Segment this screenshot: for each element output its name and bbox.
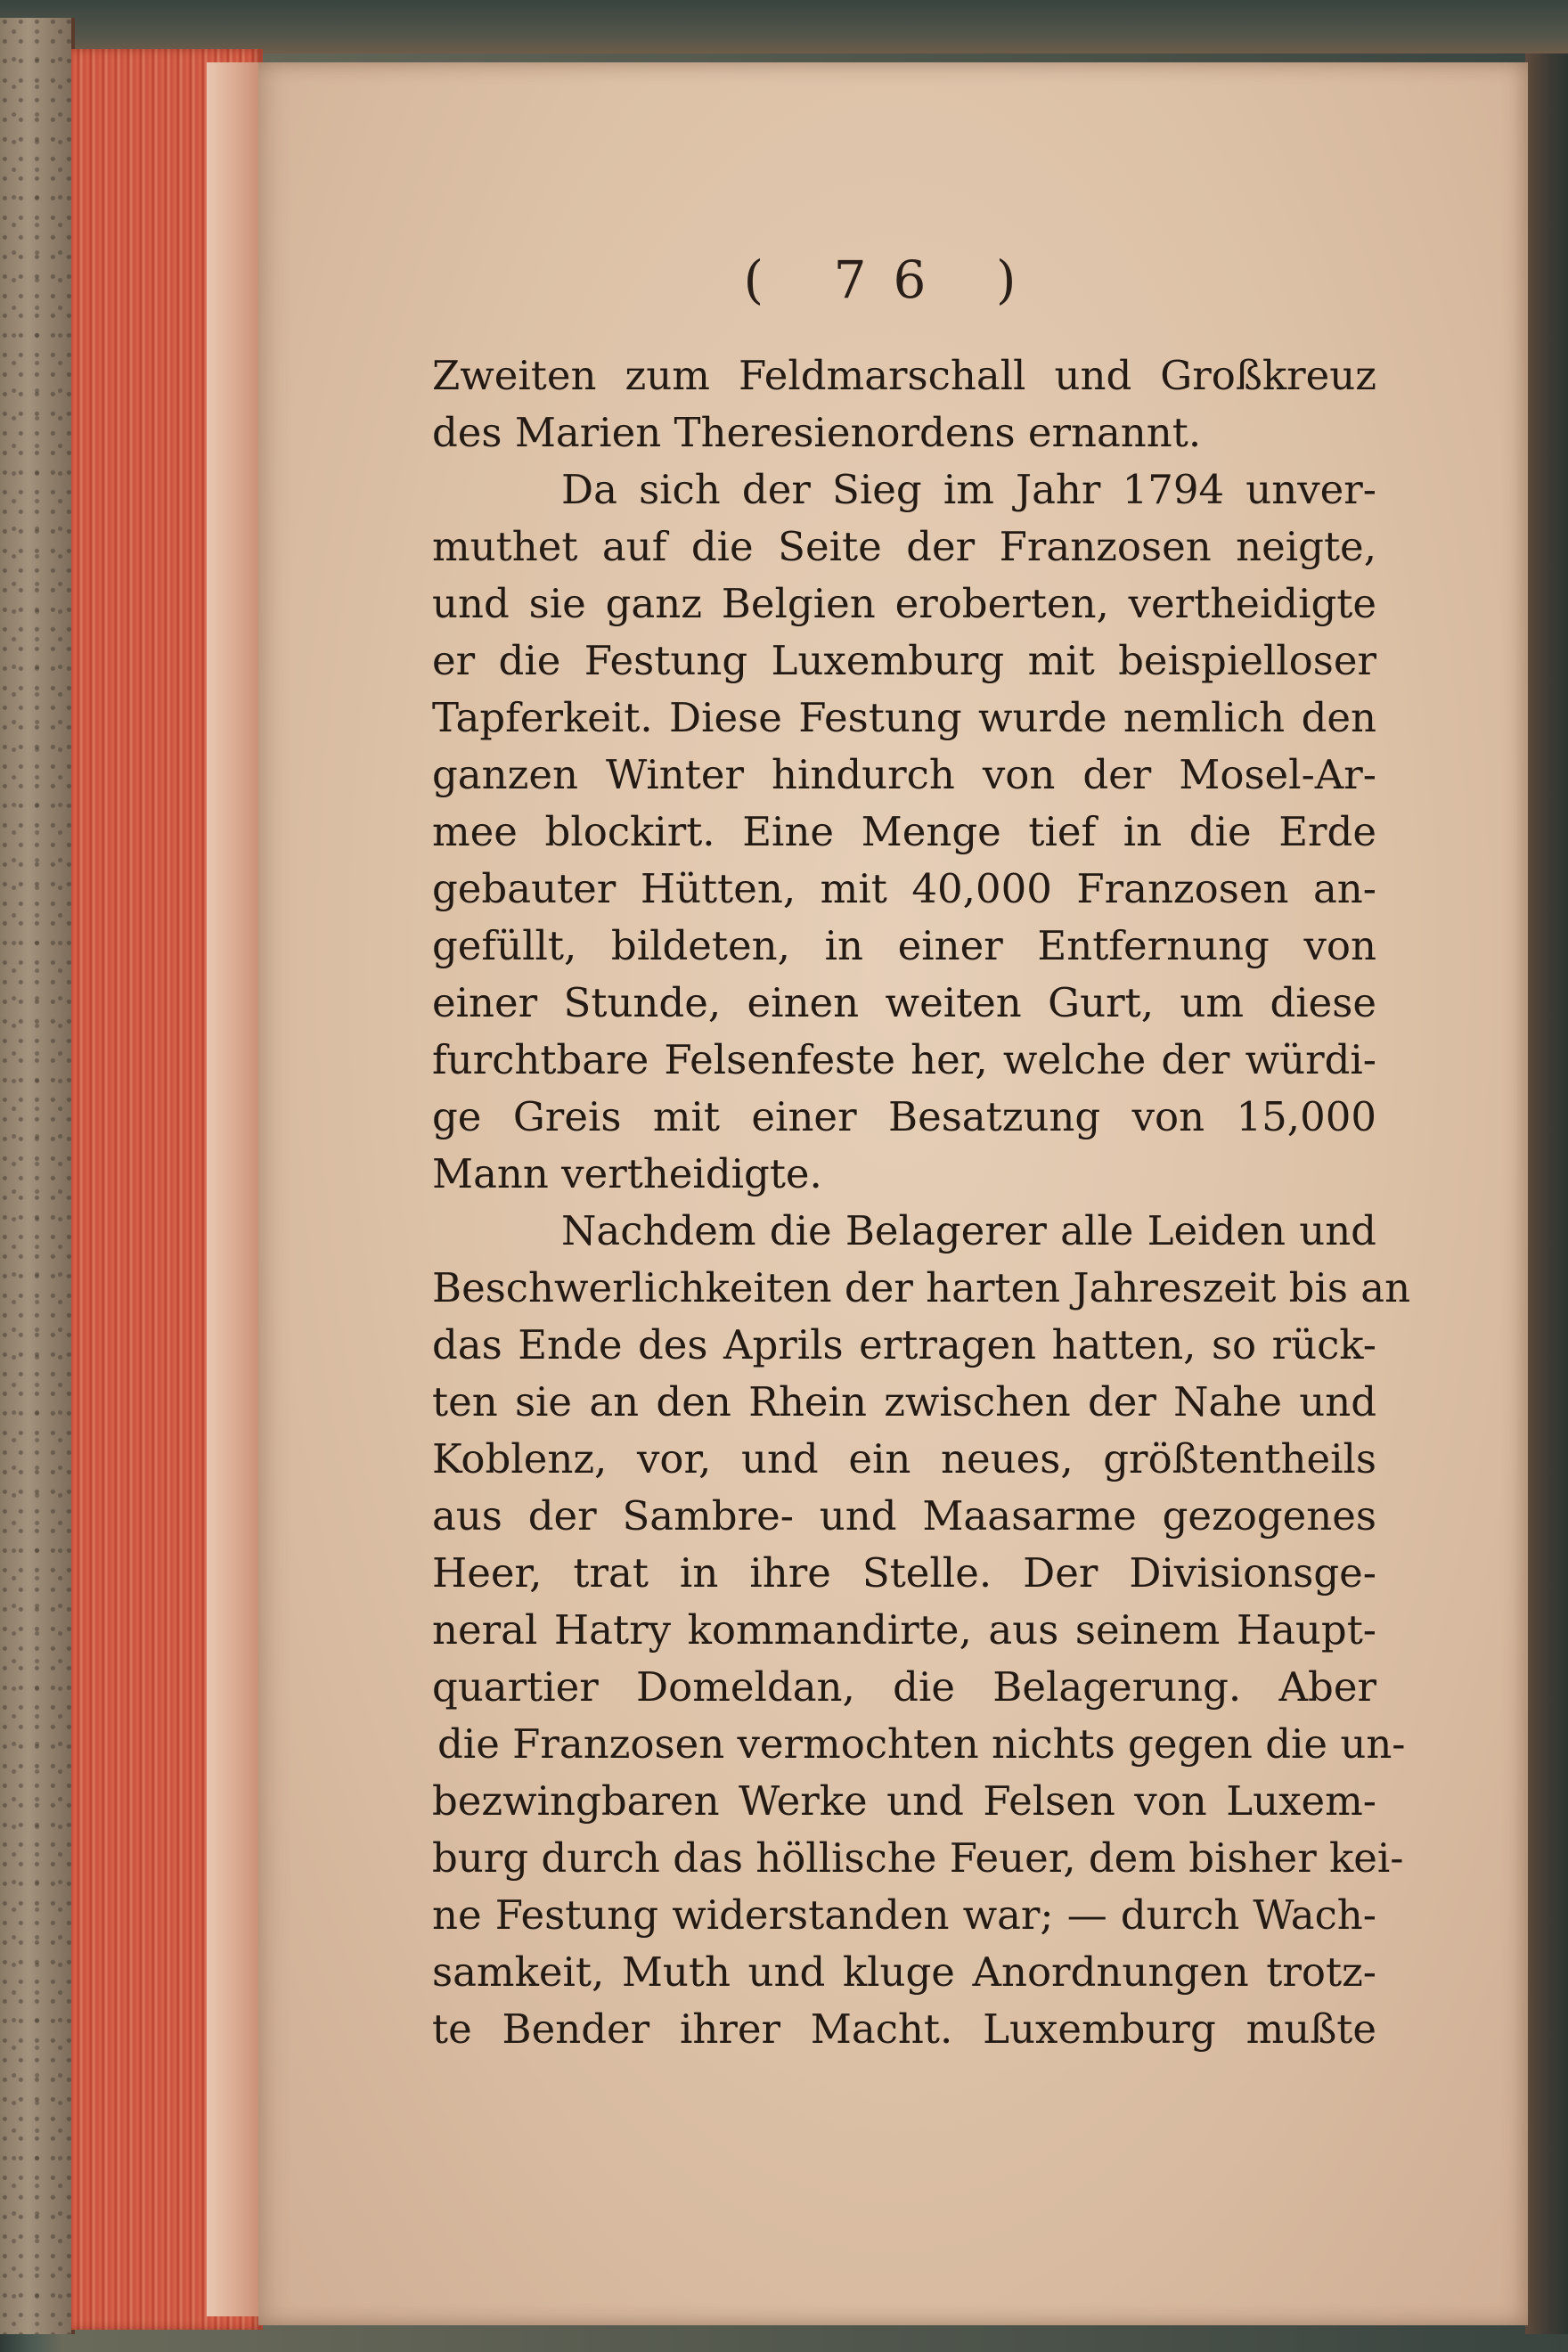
text-line: die Franzosen vermochten nichts gegen die un-	[437, 1720, 1406, 1768]
page-number: ( 76 )	[743, 249, 1043, 310]
text-line: Beschwerlichkeiten der harten Jahreszeit bis an	[432, 1264, 1411, 1311]
text-line: samkeit, Muth und kluge Anordnungen trotz-	[432, 1948, 1376, 1996]
page-edge-highlight	[207, 62, 260, 2316]
text-line: er die Festung Luxemburg mit beispielloser	[432, 637, 1376, 684]
page-text	[432, 347, 1411, 2058]
text-line: quartier Domeldan, die Belagerung. Aber	[432, 1663, 1376, 1711]
text-line: neral Hatry kommandirte, aus seinem Haupt-	[432, 1606, 1376, 1654]
text-line: furchtbare Felsenfeste her, welche der würdi-	[432, 1036, 1376, 1083]
text-line: Koblenz, vor, und ein neues, größtentheils	[432, 1435, 1376, 1482]
text-line: bezwingbaren Werke und Felsen von Luxem-	[432, 1777, 1376, 1825]
book-page	[258, 62, 1528, 2325]
text-line: gebauter Hütten, mit 40,000 Franzosen an-	[432, 865, 1376, 912]
text-line: Tapferkeit. Diese Festung wurde nemlich den	[432, 694, 1376, 741]
text-line: muthet auf die Seite der Franzosen neigte,	[432, 523, 1376, 570]
text-line: und sie ganz Belgien eroberten, vertheidigte	[432, 580, 1376, 627]
text-line: ge Greis mit einer Besatzung von 15,000	[432, 1093, 1376, 1140]
text-line: Da sich der Sieg im Jahr 1794 unver-	[561, 466, 1376, 513]
text-line: ten sie an den Rhein zwischen der Nahe und	[432, 1378, 1376, 1425]
text-line: Heer, trat in ihre Stelle. Der Divisionsge-	[432, 1549, 1376, 1597]
text-line: te Bender ihrer Macht. Luxemburg mußte	[432, 2005, 1376, 2053]
text-line: des Marien Theresienordens ernannt.	[432, 409, 1202, 456]
text-line: ganzen Winter hindurch von der Mosel-Ar-	[432, 751, 1376, 798]
text-line: aus der Sambre- und Maasarme gezogenes	[432, 1492, 1376, 1539]
text-line: mee blockirt. Eine Menge tief in die Erde	[432, 808, 1376, 855]
text-line: burg durch das höllische Feuer, dem bisher kei-	[432, 1834, 1404, 1882]
text-line: Nachdem die Belagerer alle Leiden und	[561, 1207, 1376, 1254]
cover-top-edge	[0, 0, 1568, 53]
book-gutter-right	[1525, 53, 1568, 2334]
text-line: ne Festung widerstanden war; — durch Wach-	[432, 1891, 1376, 1939]
text-line: das Ende des Aprils ertragen hatten, so rück-	[432, 1321, 1376, 1368]
text-line: Zweiten zum Feldmarschall und Großkreuz	[432, 352, 1376, 399]
text-line: einer Stunde, einen weiten Gurt, um diese	[432, 979, 1376, 1026]
book-cover-left	[0, 18, 75, 2334]
text-line: Mann vertheidigte.	[432, 1150, 822, 1197]
text-line: gefüllt, bildeten, in einer Entfernung von	[432, 922, 1376, 969]
